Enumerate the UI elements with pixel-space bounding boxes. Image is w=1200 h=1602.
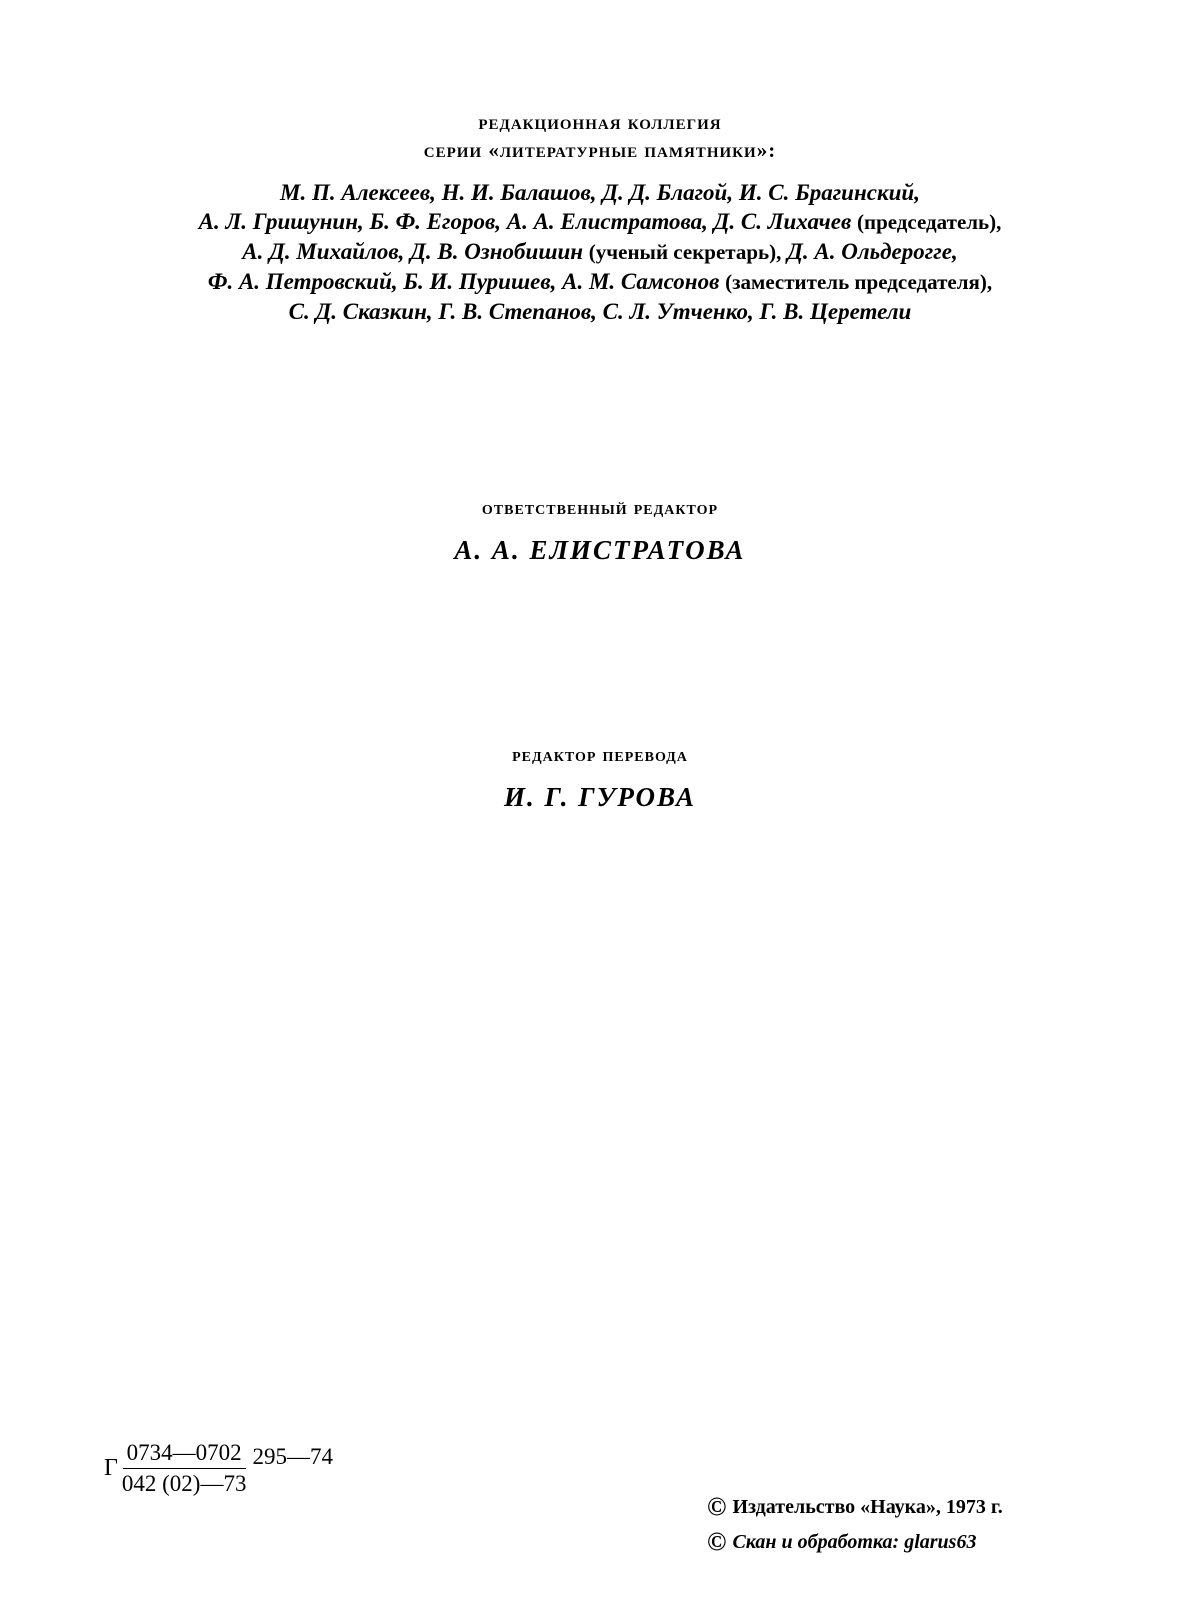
editorial-board-title: редакционная коллегия [478,110,722,134]
members-line-4 [0,267,1200,297]
publisher-imprint [707,1492,1003,1521]
members-line-2-names: А. Л. Гришунин, Б. Ф. Егоров, А. А. Елистратова, Д. С. Лихачев [198,209,852,234]
copyright-icon: © [707,1527,727,1556]
responsible-editor-name: А. А. ЕЛИСТРАТОВА [454,535,746,565]
members-line-3 [0,237,1200,267]
copyright-icon: © [707,1492,727,1521]
members-line-1: М. П. Алексеев, Н. И. Балашов, Д. Д. Благой, И. С. Брагинский, [280,180,920,205]
classification-denominator: 042 (02)—73 [121,1471,247,1496]
secretary-role: (ученый секретарь), [588,240,782,264]
deputy-chair-role: (заместитель председателя), [725,270,993,294]
series-title: серии «литературные памятники»: [423,138,777,162]
editorial-board-heading [0,108,1200,164]
members-line-3-names-b: Д. А. Ольдерогге, [787,239,958,264]
scan-credit-text: Скан и обработка: glarus63 [732,1531,977,1553]
scan-credit [707,1527,977,1556]
publisher-text: Издательство «Наука», 1973 г. [732,1496,1003,1518]
classification-suffix: 295—74 [252,1444,333,1469]
members-line-4-names: Ф. А. Петровский, Б. И. Пуришев, А. М. Самсонов [207,269,720,294]
chair-role: (председатель), [856,210,1002,234]
translation-editor-name: И. Г. ГУРОВА [504,782,696,812]
responsible-editor-label: ответственный редактор [481,497,719,519]
classification-letter: Г [104,1455,118,1481]
members-line-5: С. Д. Сказкин, Г. В. Степанов, С. Л. Утченко, Г. В. Церетели [288,299,912,324]
translation-editor-label: редактор перевода [512,744,688,766]
members-line-2 [0,207,1200,237]
classification-numerator: 0734—0702 [123,1440,246,1469]
classification-fraction [122,1440,247,1497]
classification-code [104,1440,333,1497]
editorial-board-members [0,178,1200,326]
members-line-3-names-a: А. Д. Михайлов, Д. В. Ознобишин [242,239,584,264]
